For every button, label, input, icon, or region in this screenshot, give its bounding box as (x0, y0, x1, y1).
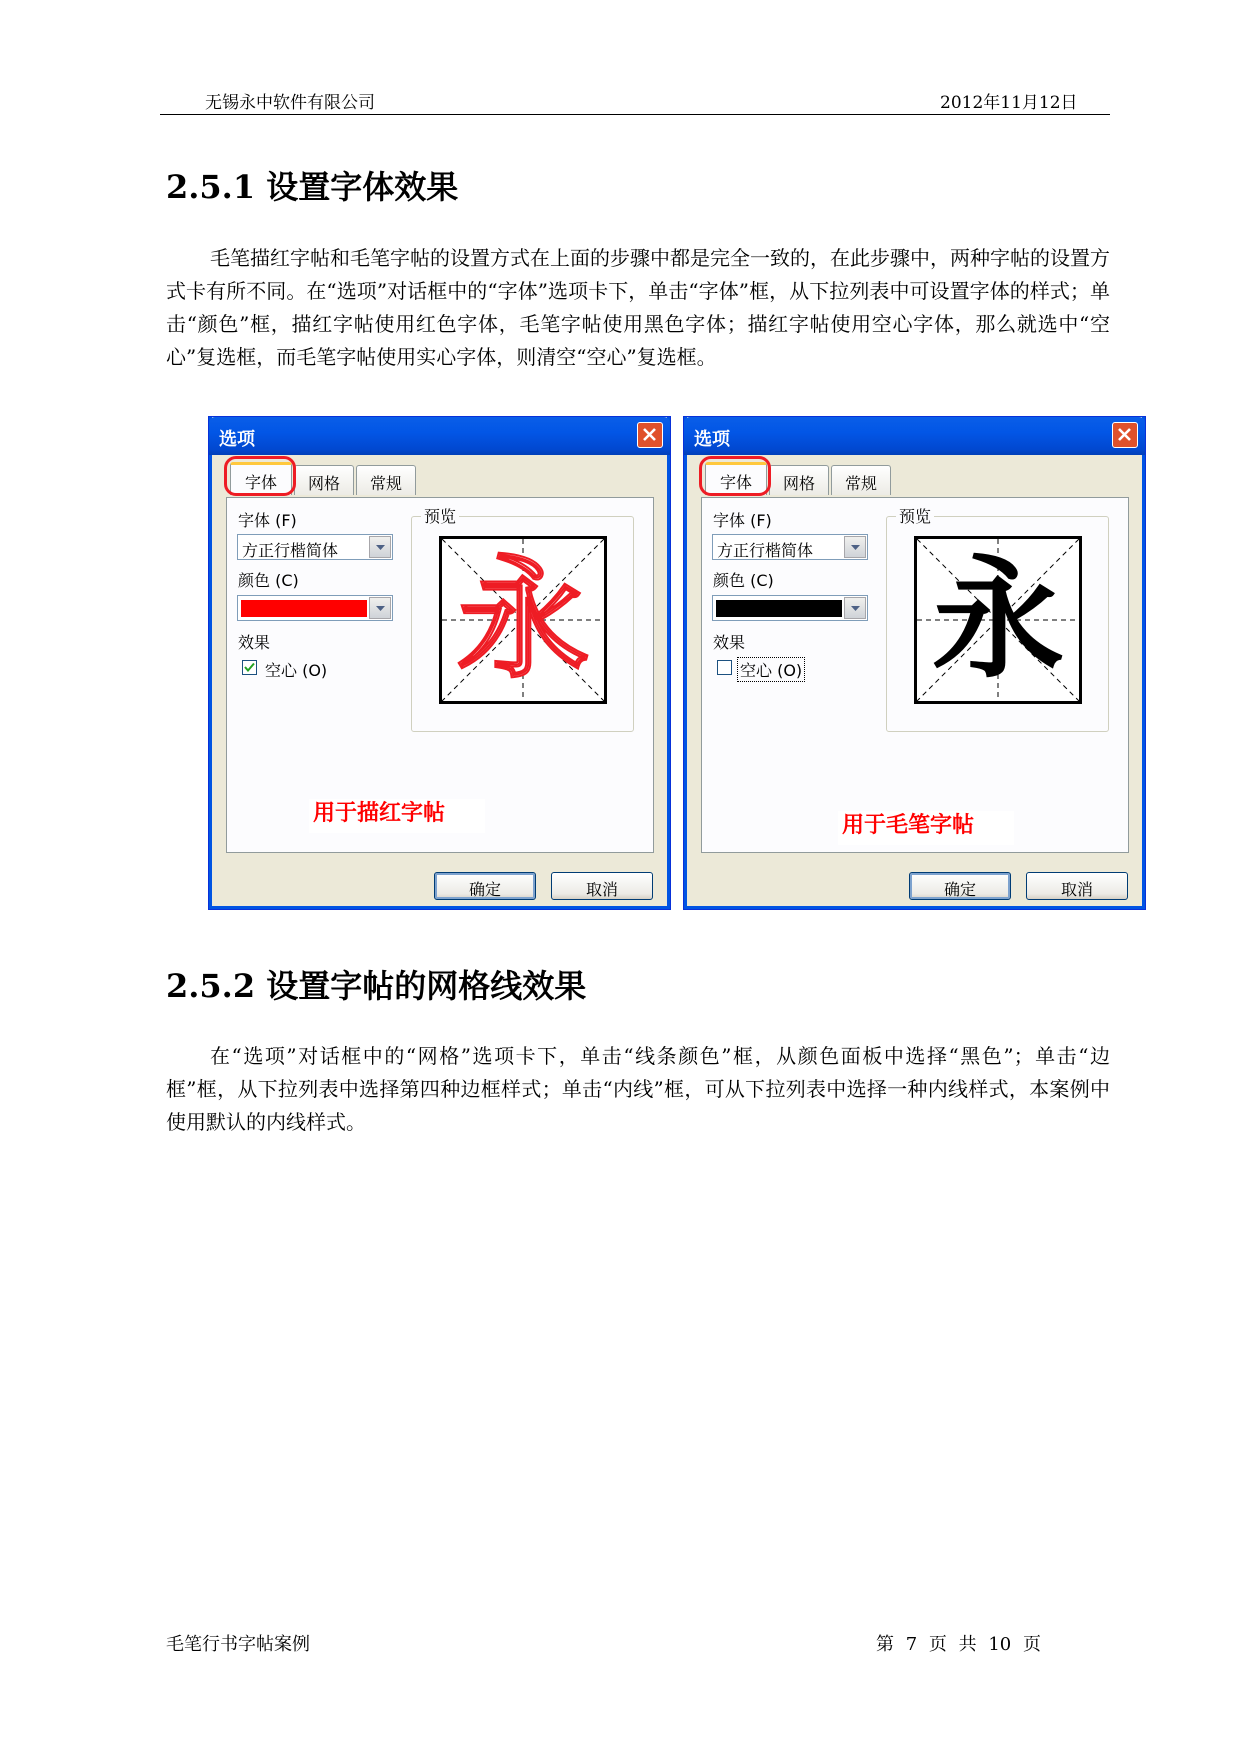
tab-grid[interactable]: 网格 (294, 465, 354, 495)
hollow-checkbox[interactable] (717, 660, 732, 675)
tab-grid[interactable]: 网格 (769, 465, 829, 495)
dialog-titlebar (684, 417, 1145, 455)
close-icon (1117, 427, 1132, 442)
chevron-down-icon (851, 545, 860, 550)
header-company: 无锡永中软件有限公司 (205, 93, 375, 113)
section1-paragraph: 毛笔描红字帖和毛笔字帖的设置方式在上面的步骤中都是完全一致的，在此步骤中，两种字帖的设置方式卡有所不同。在“选项”对话框中的“字体”选项卡下，单击“字体”框，从下拉列表中可设置字体的样式；单击“颜色”框，描红字帖使用红色字体，毛笔字帖使用黑色字体；描红字帖使用空心字体，那么就选中“空心”复选框，而毛笔字帖使用实心字体，则清空“空心”复选框。 (166, 246, 1110, 369)
close-button[interactable] (637, 422, 663, 448)
section-heading-font-effect: 2.5.1 设置字体效果 (166, 168, 459, 206)
tab-general[interactable]: 常规 (831, 465, 891, 495)
ok-button[interactable]: 确定 (434, 872, 536, 900)
options-dialog-red (209, 417, 670, 909)
annotation-label: 用于描红字帖 (309, 799, 485, 833)
preview-character: 永 (457, 542, 589, 697)
dropdown-arrow-button[interactable] (844, 536, 866, 558)
footer-title: 毛笔行书字帖案例 (166, 1634, 310, 1655)
effect-label: 效果 (713, 633, 746, 652)
hollow-checkbox-label[interactable]: 空心 (O) (265, 661, 328, 680)
chevron-down-icon (376, 606, 385, 611)
preview-label: 预览 (896, 504, 934, 527)
color-swatch (716, 600, 842, 617)
font-select[interactable] (712, 534, 868, 560)
tab-general[interactable]: 常规 (356, 465, 416, 495)
preview-label: 预览 (421, 504, 459, 527)
hollow-checkbox-label[interactable]: 空心 (O) (738, 658, 804, 681)
section-heading-grid-effect: 2.5.2 设置字帖的网格线效果 (166, 967, 587, 1005)
dropdown-arrow-button[interactable] (844, 597, 866, 619)
close-button[interactable] (1112, 422, 1138, 448)
tab-highlight-mark (699, 456, 771, 496)
tab-highlight-mark (224, 456, 296, 496)
font-label: 字体 (F) (238, 511, 297, 530)
tab-font[interactable]: 字体 (230, 462, 292, 495)
effect-label: 效果 (238, 633, 271, 652)
preview-box (914, 536, 1082, 704)
dropdown-arrow-button[interactable] (369, 536, 391, 558)
tab-font[interactable]: 字体 (705, 462, 767, 495)
options-dialog-black (684, 417, 1145, 909)
preview-box (439, 536, 607, 704)
cancel-button[interactable]: 取消 (1026, 872, 1128, 900)
dropdown-arrow-button[interactable] (369, 597, 391, 619)
font-tab-panel (226, 497, 654, 853)
font-select[interactable] (237, 534, 393, 560)
close-icon (642, 427, 657, 442)
footer-page-number: 第 7 页 共 10 页 (876, 1634, 1041, 1655)
header-rule (160, 114, 1110, 115)
cancel-button[interactable]: 取消 (551, 872, 653, 900)
annotation-label: 用于毛笔字帖 (838, 811, 1014, 845)
color-select[interactable] (237, 595, 393, 621)
dialog-titlebar (209, 417, 670, 455)
chevron-down-icon (376, 545, 385, 550)
font-select-value: 方正行楷简体 (717, 541, 814, 560)
preview-character: 永 (932, 542, 1064, 697)
dialog-title: 选项 (694, 429, 730, 450)
dialog-title: 选项 (219, 429, 255, 450)
color-select[interactable] (712, 595, 868, 621)
font-select-value: 方正行楷简体 (242, 541, 339, 560)
checkmark-icon (244, 662, 255, 673)
font-tab-panel (701, 497, 1129, 853)
font-label: 字体 (F) (713, 511, 772, 530)
ok-button[interactable]: 确定 (909, 872, 1011, 900)
header-date: 2012年11月12日 (940, 93, 1078, 113)
color-label: 颜色 (C) (713, 571, 774, 590)
color-swatch (241, 600, 367, 617)
section2-paragraph: 在“选项”对话框中的“网格”选项卡下，单击“线条颜色”框，从颜色面板中选择“黑色”；单击“边框”框，从下拉列表中选择第四种边框样式；单击“内线”框，可从下拉列表中选择一种内线样式，本案例中使用默认的内线样式。 (166, 1044, 1110, 1134)
hollow-checkbox[interactable] (242, 660, 257, 675)
chevron-down-icon (851, 606, 860, 611)
color-label: 颜色 (C) (238, 571, 299, 590)
